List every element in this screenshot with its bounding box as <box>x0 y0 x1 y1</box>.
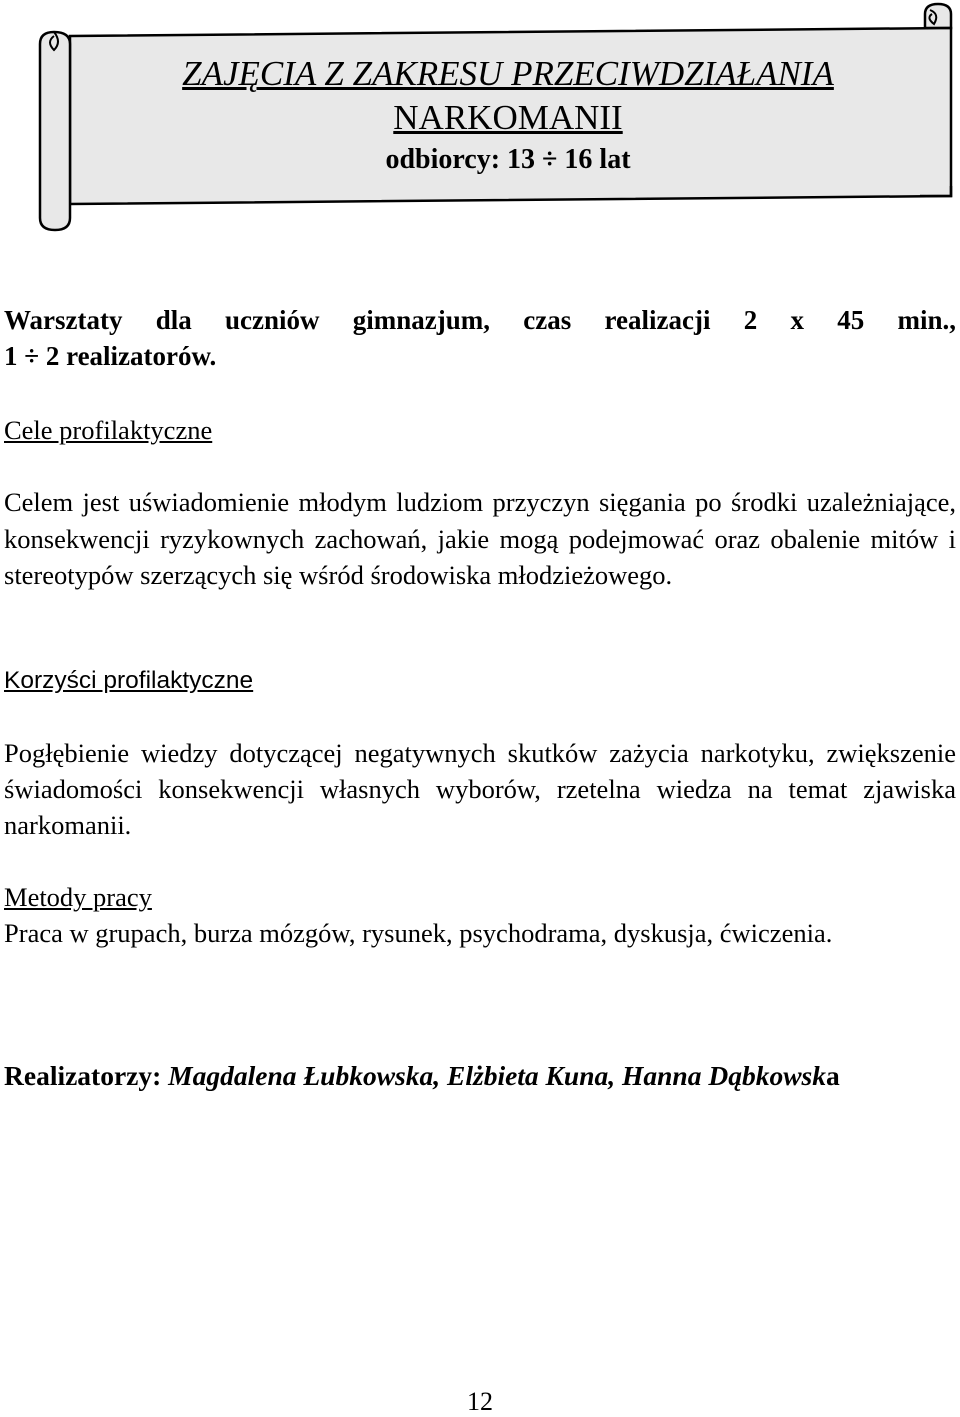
banner-text <box>68 52 948 180</box>
authors-line <box>4 1058 840 1094</box>
section-heading-korzysci: Korzyści profilaktyczne <box>4 667 254 694</box>
banner-title-line2: NARKOMANII <box>393 98 623 137</box>
banner-title-line1: ZAJĘCIA Z ZAKRESU PRZECIWDZIAŁANIA <box>182 54 834 93</box>
section-text-korzysci: Pogłębienie wiedzy dotyczącej negatywnych skutków zażycia narkotyku, zwiększenie świadomości konsekwencji własnych wyborów, rzetelna wiedza na temat zjawiska narkomanii. <box>4 738 956 840</box>
page-number: 12 <box>467 1387 493 1416</box>
section-heading-metody: Metody pracy <box>4 882 152 912</box>
section-heading-cele: Cele profilaktyczne <box>4 415 213 445</box>
intro-line1: Warsztaty dla uczniów gimnazjum, czas realizacji 2 x 45 min., <box>4 305 956 335</box>
authors-names: Magdalena Łubkowska, Elżbieta Kuna, Hanna Dąbkowsk <box>168 1060 826 1091</box>
authors-tail: a <box>826 1060 840 1091</box>
banner-audience: odbiorcy: 13 ÷ 16 lat <box>385 144 631 175</box>
section-text-metody: Praca w grupach, burza mózgów, rysunek, psychodrama, dyskusja, ćwiczenia. <box>4 918 833 948</box>
section-text-cele: Celem jest uświadomienie młodym ludziom przyczyn sięgania po środki uzależniające, konsekwencji ryzykownych zachowań, jakie mogą podejmować oraz obalenie mitów i stereotypów szerzących się wśród środowiska młodzieżowego. <box>4 487 956 590</box>
intro-line2: 1 ÷ 2 realizatorów. <box>4 341 217 371</box>
authors-label: Realizatorzy: <box>4 1060 169 1091</box>
